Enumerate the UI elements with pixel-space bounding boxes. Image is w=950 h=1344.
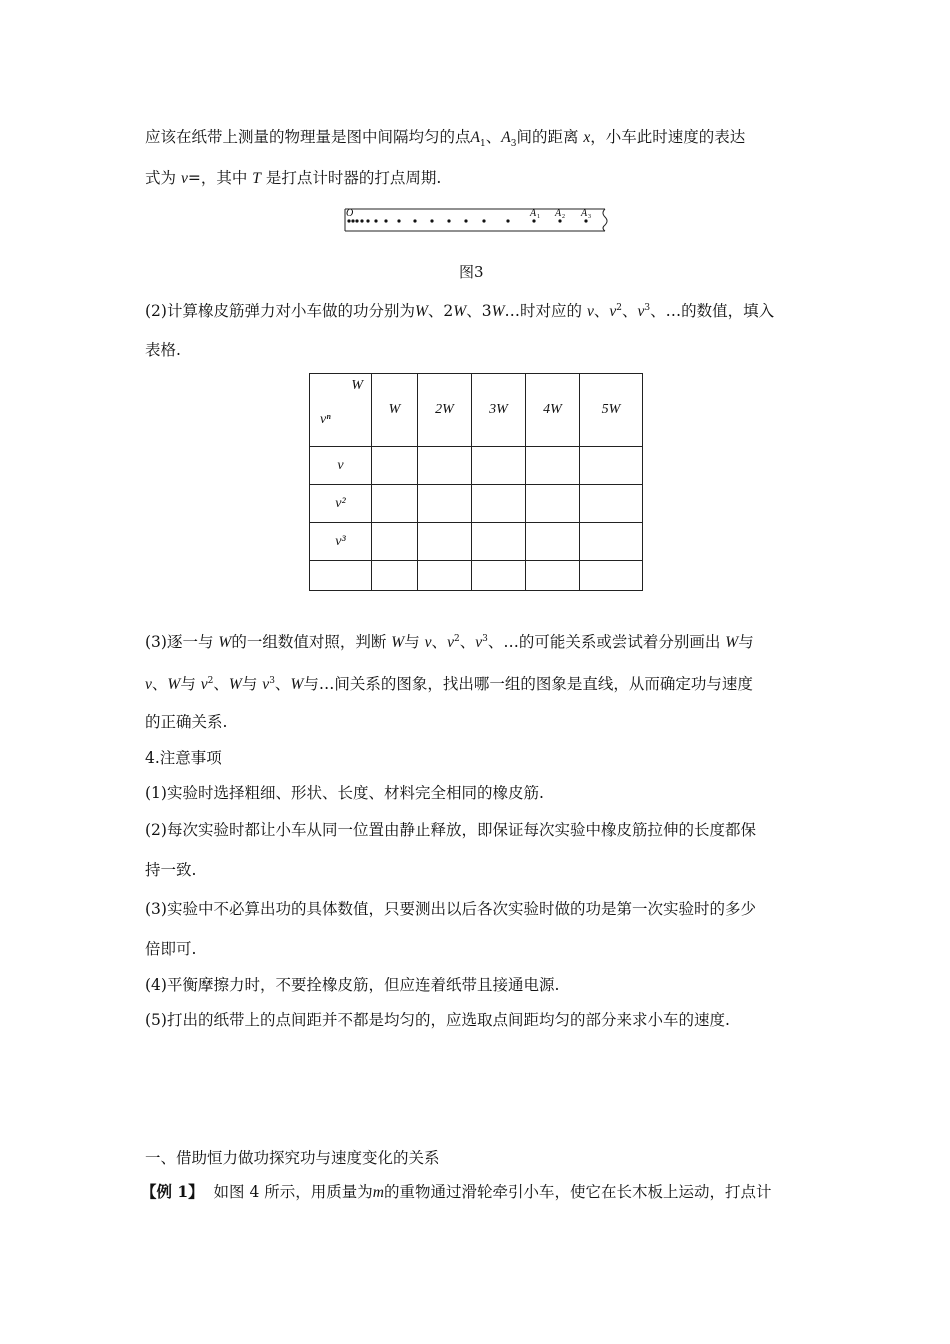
- intro-line-2: [145, 168, 441, 189]
- row-label: v²: [310, 485, 372, 523]
- table-cell: [580, 561, 643, 591]
- part3-line-3: [145, 712, 227, 732]
- var-W: W: [491, 303, 505, 321]
- label-O: O: [346, 208, 354, 219]
- figure-caption: 图3: [459, 263, 484, 281]
- label-A3: A: [581, 208, 588, 219]
- note-5: (5)打出的纸带上的点间距并不都是均匀的，应选取点间距均匀的部分来求小车的速度.: [145, 1011, 730, 1029]
- superscript: 2: [207, 676, 214, 686]
- text: 与: [241, 675, 258, 694]
- note-2-line-1: (2)每次实验时都让小车从同一位置由静止释放，即保证每次实验中橡皮筋拉伸的长度都保: [145, 821, 756, 839]
- var-W: W: [228, 676, 242, 694]
- header-cell: 5W: [580, 374, 643, 447]
- table-cell: [580, 523, 643, 561]
- point-A3: A: [501, 129, 511, 146]
- table-cell: [580, 447, 643, 485]
- var-W: W: [218, 634, 232, 652]
- table-cell: [526, 561, 580, 591]
- subscript: 3: [510, 139, 517, 150]
- text: (2)计算橡皮筋弹力对小车做的功分别为: [145, 302, 415, 321]
- text: 如图 4 所示，用质量为: [203, 1183, 373, 1201]
- superscript: 2: [616, 303, 622, 313]
- header-cell: 4W: [526, 374, 580, 447]
- note-3-line-2: 倍即可.: [145, 940, 197, 958]
- table-cell: [526, 447, 580, 485]
- example-1-line: [141, 1182, 771, 1203]
- text: 是打点计时器的打点周期.: [265, 169, 442, 187]
- label-A2: A: [555, 208, 562, 219]
- table-row: [310, 523, 643, 561]
- notes-title: 4.注意事项: [145, 749, 222, 767]
- text: 与…间关系的图象，找出哪一组的图象是直线，从而确定功与速度: [303, 675, 753, 694]
- text: 、3: [466, 302, 492, 321]
- header-cell: 2W: [418, 374, 472, 447]
- table-cell: [472, 447, 526, 485]
- var-v: v: [262, 676, 270, 694]
- text: 、: [485, 128, 502, 146]
- note-3-line-1: (3)实验中不必算出功的具体数值，只要测出以后各次实验时做的功是第一次实验时的多少: [145, 900, 756, 918]
- table-cell: [372, 561, 418, 591]
- part3-line-2: [145, 671, 753, 695]
- text: ，小车此时速度的表达: [590, 128, 746, 146]
- table-cell: [472, 523, 526, 561]
- table-cell: [580, 485, 643, 523]
- table-cell: [418, 447, 472, 485]
- text: 、…的可能关系或尝试着分别画出: [487, 633, 721, 652]
- text: 、: [213, 675, 229, 694]
- table-cell: [372, 523, 418, 561]
- corner-cell: [310, 374, 372, 447]
- text: (3)逐一与: [145, 633, 214, 652]
- point-A1: A: [470, 129, 480, 146]
- table-row: [310, 485, 643, 523]
- part3-line-1: (3)逐一与 W的一组数值对照，判断 W与 v、$v^2$、$v^3$、…的可能关系或尝试着分别画出 W与: [145, 633, 754, 652]
- text: 、2: [427, 302, 454, 321]
- var-v: v: [200, 676, 208, 694]
- table-cell: [418, 523, 472, 561]
- corner-top-label: W: [351, 378, 363, 393]
- data-table: [309, 373, 643, 591]
- table-cell: [526, 523, 580, 561]
- superscript: 2: [453, 634, 460, 644]
- table-cell: [526, 485, 580, 523]
- text: 式为: [145, 169, 177, 187]
- var-W: W: [290, 676, 304, 694]
- note-1: (1)实验时选择粗细、形状、长度、材料完全相同的橡皮筋.: [145, 784, 544, 802]
- var-v: v: [586, 303, 594, 321]
- intro-line-1: [145, 127, 745, 154]
- text: 、: [151, 675, 168, 694]
- superscript: 3: [482, 634, 488, 644]
- text: =，其中: [187, 169, 248, 187]
- var-v: v: [475, 634, 483, 652]
- subscript: 1: [479, 139, 486, 150]
- var-v: v: [637, 303, 645, 321]
- var-v: v: [447, 634, 454, 652]
- text: 间的距离: [516, 128, 579, 146]
- table-header-row: [310, 374, 643, 447]
- part2-line-1: (2)计算橡皮筋弹力对小车做的功分别为W、2W、3W…时对应的 v、$v^2$、$v^3$、…的数值，填入: [145, 302, 775, 321]
- var-m: m: [372, 1184, 384, 1201]
- table-cell: [418, 561, 472, 591]
- row-label: v³: [310, 523, 372, 561]
- superscript: 3: [269, 676, 275, 686]
- sub-2: 2: [562, 214, 565, 220]
- corner-bottom-label: vⁿ: [320, 412, 331, 427]
- header-cell: 3W: [472, 374, 526, 447]
- text: 与: [738, 633, 754, 652]
- text: …时对应的: [504, 302, 582, 321]
- example-tag: 【例 1】: [141, 1182, 204, 1201]
- var-W: W: [391, 634, 405, 652]
- var-x: x: [583, 129, 591, 146]
- text: 与: [180, 675, 196, 694]
- row-label: v: [310, 447, 372, 485]
- text: 的一组数值对照，判断: [231, 633, 387, 652]
- var-v: v: [180, 170, 188, 187]
- table-cell: [472, 561, 526, 591]
- text: 与: [404, 633, 420, 652]
- section-heading: 一、借助恒力做功探究功与速度变化的关系: [145, 1149, 440, 1167]
- table-row: [310, 561, 643, 591]
- label-A1: A: [530, 208, 537, 219]
- var-v: v: [424, 634, 432, 652]
- paper-tape-figure: [343, 203, 615, 235]
- sub-1: 1: [537, 214, 540, 220]
- text: 、…的数值，填入: [650, 302, 775, 321]
- table-cell: [372, 447, 418, 485]
- var-W: W: [167, 676, 181, 694]
- var-W: W: [725, 634, 739, 652]
- var-v: v: [609, 303, 617, 321]
- text: 、: [274, 675, 291, 694]
- var-W: W: [414, 303, 428, 321]
- var-W: W: [453, 303, 467, 321]
- table-cell: [472, 485, 526, 523]
- note-2-line-2: 持一致.: [145, 861, 197, 879]
- tape-dots: [347, 219, 587, 222]
- var-v: v: [145, 676, 152, 694]
- table-cell: [418, 485, 472, 523]
- header-cell: W: [372, 374, 418, 447]
- var-T: T: [252, 170, 261, 187]
- text: 应该在纸带上测量的物理量是图中间隔均匀的点: [145, 128, 471, 146]
- text: 表格.: [145, 341, 181, 359]
- row-label: [310, 561, 372, 591]
- text: 的正确关系.: [145, 713, 228, 731]
- note-4: (4)平衡摩擦力时，不要拴橡皮筋，但应连着纸带且接通电源.: [145, 976, 560, 994]
- part2-line-2: [145, 340, 181, 360]
- table-row: [310, 447, 643, 485]
- superscript: 3: [644, 303, 651, 313]
- text: 的重物通过滑轮牵引小车，使它在长木板上运动，打点计: [383, 1183, 772, 1201]
- table-cell: [372, 485, 418, 523]
- sub-3: 3: [588, 214, 591, 220]
